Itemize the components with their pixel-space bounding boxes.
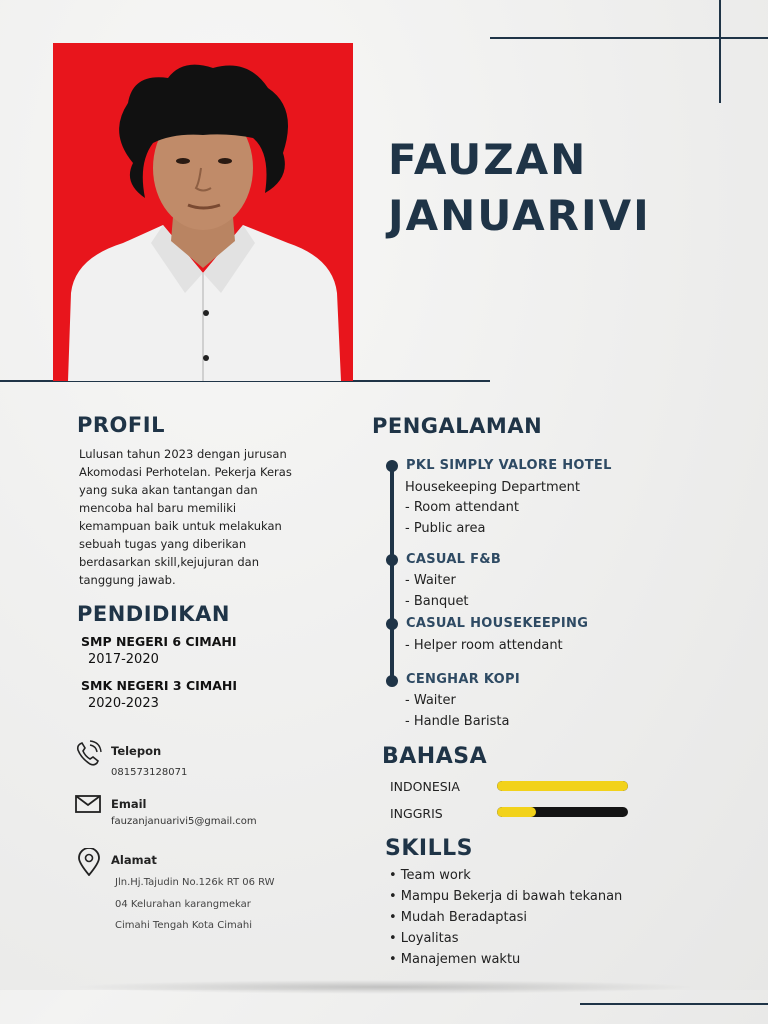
bottom-right-line [580, 1003, 768, 1005]
timeline-dot [386, 675, 398, 687]
education-years: 2020-2023 [88, 696, 159, 711]
top-horizontal-line [490, 37, 768, 39]
location-pin-icon [77, 848, 101, 876]
education-school: SMP NEGERI 6 CIMAHI [81, 634, 237, 649]
address-line: 04 Kelurahan karangmekar [115, 899, 251, 910]
language-name: INDONESIA [390, 779, 460, 794]
job-detail: - Handle Barista [405, 714, 510, 729]
job-detail: - Waiter [405, 573, 456, 588]
language-level-bar [497, 807, 628, 817]
full-name [388, 132, 651, 244]
profile-line: mencoba hal baru memiliki [79, 501, 237, 515]
profile-line: Akomodasi Perhotelan. Pekerja Keras [79, 465, 292, 479]
phone-icon [74, 740, 102, 768]
skills-heading: SKILLS [385, 836, 473, 861]
job-title: CENGHAR KOPI [406, 672, 520, 687]
language-level-bar [497, 781, 628, 791]
skill-item: • Manajemen waktu [389, 952, 521, 967]
skill-item: • Mampu Bekerja di bawah tekanan [389, 889, 623, 904]
address-label: Alamat [111, 853, 157, 867]
profile-line: tanggung jawab. [79, 573, 176, 587]
job-detail: - Helper room attendant [405, 638, 563, 653]
profile-line: berdasarkan skill,kejujuran dan [79, 555, 260, 569]
timeline-dot [386, 460, 398, 472]
timeline-line [390, 466, 394, 685]
phone-value[interactable]: 081573128071 [111, 767, 188, 778]
skill-item: • Loyalitas [389, 931, 459, 946]
job-detail: - Banquet [405, 594, 469, 609]
top-vertical-line [719, 0, 721, 103]
phone-label: Telepon [111, 744, 162, 758]
profile-line: yang suka akan tantangan dan [79, 483, 258, 497]
job-title: CASUAL HOUSEKEEPING [406, 616, 589, 631]
language-name: INGGRIS [390, 806, 443, 821]
profile-line: Lulusan tahun 2023 dengan jurusan [79, 447, 287, 461]
last-name: JANUARIVI [388, 191, 651, 240]
email-value[interactable]: fauzanjanuarivi5@gmail.com [111, 816, 257, 827]
page-shadow [70, 980, 700, 994]
profile-text [79, 445, 309, 589]
profile-line: sebuah tugas yang diberikan [79, 537, 247, 551]
mail-icon [75, 795, 101, 813]
job-detail: - Waiter [405, 693, 456, 708]
email-label: Email [111, 797, 147, 811]
profile-photo [53, 43, 353, 381]
timeline-dot [386, 554, 398, 566]
address-line: Jln.Hj.Tajudin No.126k RT 06 RW [115, 877, 275, 888]
language-level-fill [497, 807, 536, 817]
job-detail: - Public area [405, 521, 486, 536]
job-title: PKL SIMPLY VALORE HOTEL [406, 458, 612, 473]
experience-heading: PENGALAMAN [372, 414, 543, 438]
address-line: Cimahi Tengah Kota Cimahi [115, 920, 252, 931]
job-title: CASUAL F&B [406, 552, 502, 567]
job-detail: Housekeeping Department [405, 480, 580, 495]
language-heading: BAHASA [382, 744, 488, 769]
education-years: 2017-2020 [88, 652, 159, 667]
education-school: SMK NEGERI 3 CIMAHI [81, 678, 238, 693]
language-level-fill [497, 781, 628, 791]
job-detail: - Room attendant [405, 500, 519, 515]
skill-item: • Team work [389, 868, 471, 883]
education-heading: PENDIDIKAN [77, 602, 230, 626]
skill-item: • Mudah Beradaptasi [389, 910, 527, 925]
first-name: FAUZAN [388, 135, 588, 184]
timeline-dot [386, 618, 398, 630]
profile-heading: PROFIL [77, 413, 165, 437]
profile-line: kemampuan baik untuk melakukan [79, 519, 282, 533]
